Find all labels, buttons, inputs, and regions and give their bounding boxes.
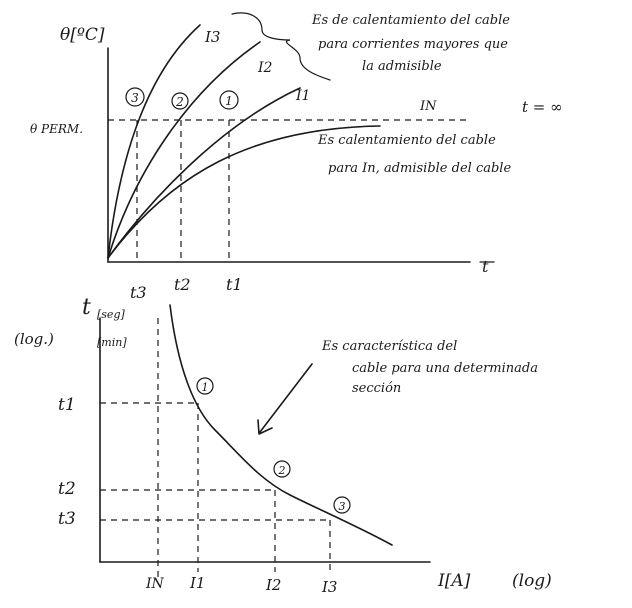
top-y-axis-label: θ[ºC] [60,25,105,45]
marker-3 [126,88,144,106]
note-overload-line2: para corrientes mayores que [318,37,508,52]
tick-i1: I1 [190,574,206,592]
bottom-x-axis-label: I[A] [438,571,471,591]
svg-text:2: 2 [176,95,184,109]
infinity-label: t = ∞ [522,98,563,116]
curve-label-i1: I1 [296,88,311,104]
bottom-marker-2 [274,461,290,477]
bottom-y-units-top: [seg] [97,308,125,321]
steady-temp-label: θ PERM. [30,122,84,136]
bottom-y-axis-label: t [82,295,91,320]
bottom-note-line3: sección [352,381,402,396]
tick-t3: t3 [58,509,76,529]
svg-text:3: 3 [338,500,346,513]
bottom-log-label: (log.) [14,330,54,348]
tick-t1: t1 [58,395,76,415]
top-chart [30,13,563,302]
note-nominal-line2: para In, admisible del cable [328,161,512,176]
marker-1 [220,91,238,109]
time-label-t2: t2 [174,275,191,294]
curve-label-in: IN [420,99,437,114]
tick-i3: I3 [322,578,338,596]
bottom-note-line1: Es característica del [322,339,458,354]
bottom-y-units-bottom: [min] [97,336,127,349]
tick-i2: I2 [266,576,282,594]
time-label-t3: t3 [130,283,147,302]
curve-i3 [108,25,200,258]
note-overload-line1: Es de calentamiento del cable [312,13,510,28]
svg-text:2: 2 [278,464,286,477]
time-label-t1: t1 [226,275,243,294]
bottom-marker-1 [197,378,213,394]
svg-text:3: 3 [131,91,139,105]
note-arrow [260,364,312,432]
note-overload-line3: la admisible [362,59,442,74]
svg-text:1: 1 [201,381,209,394]
bottom-note-line2: cable para una determinada [352,361,538,376]
curve-i2 [108,42,260,258]
curve-label-i3: I3 [205,28,221,46]
curve-label-i2: I2 [258,60,273,76]
tick-t2: t2 [58,479,76,499]
svg-text:1: 1 [225,94,233,108]
bottom-chart [14,295,552,596]
tick-in: IN [146,576,164,592]
note-nominal-line1: Es calentamiento del cable [318,133,496,148]
top-x-axis-label: t [482,257,489,276]
marker-2 [172,93,188,109]
bottom-marker-3 [334,497,350,513]
bottom-x-log-label: (log) [512,571,552,591]
